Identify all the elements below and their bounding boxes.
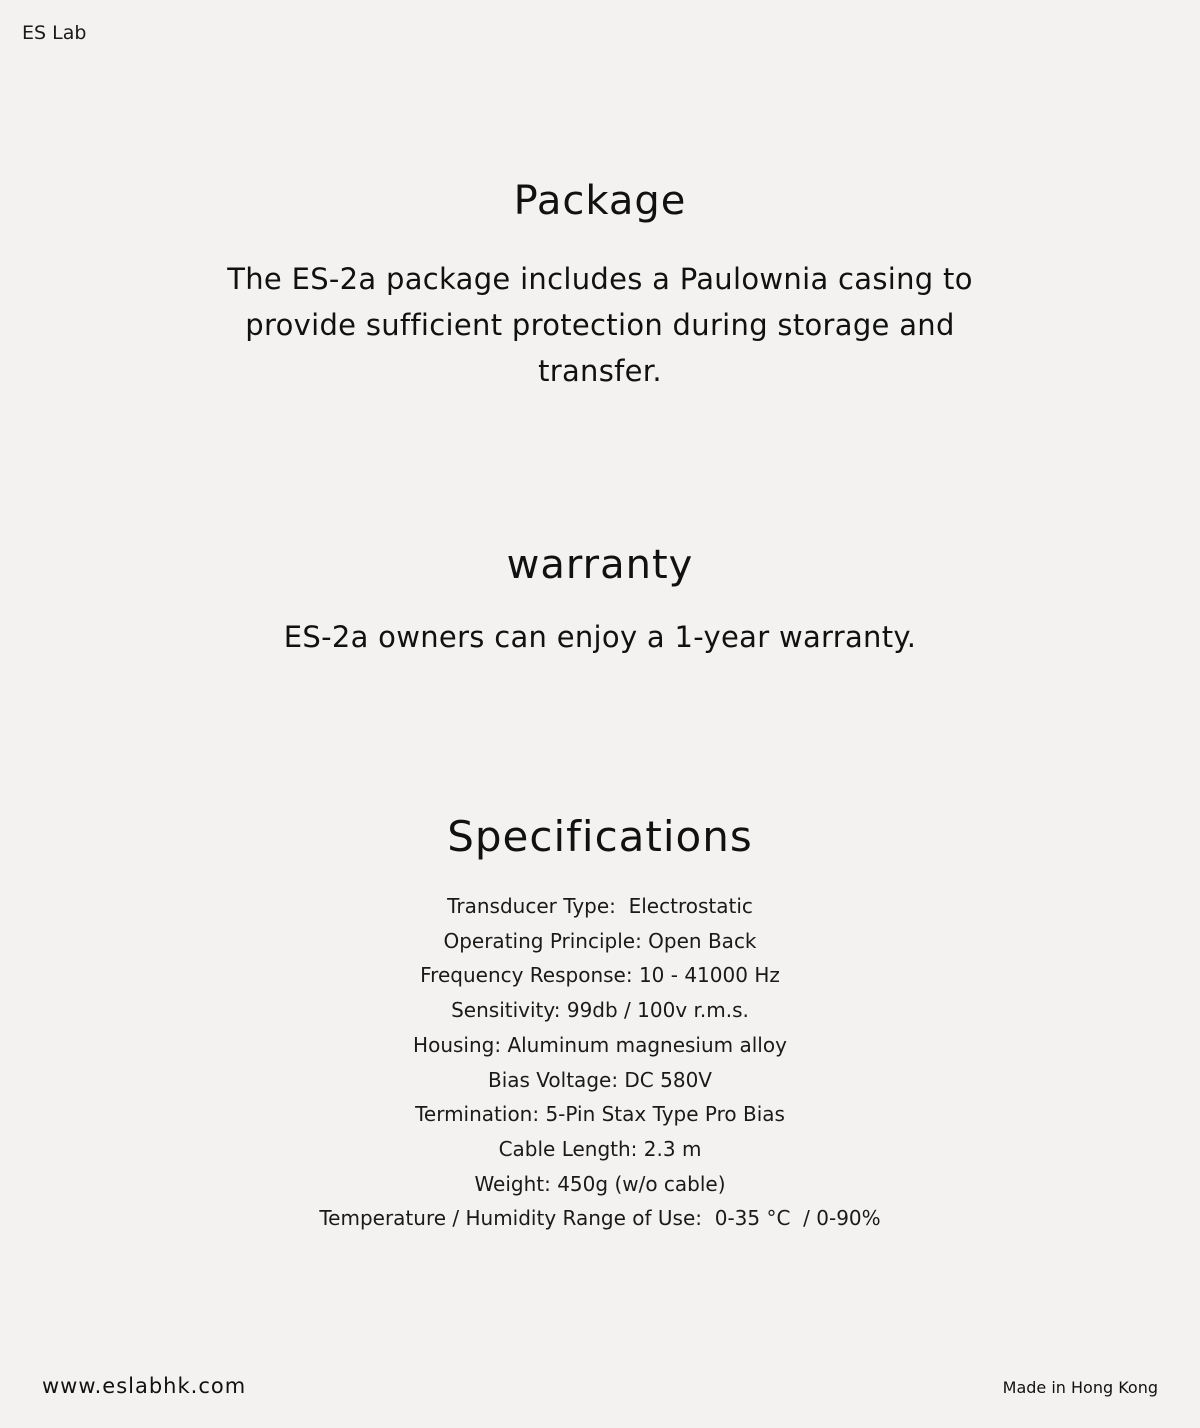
package-description: The ES-2a package includes a Paulownia casing to provide sufficient protection during storage and transfer. bbox=[227, 262, 973, 388]
warranty-section bbox=[0, 542, 1200, 660]
spec-sensitivity: Sensitivity: 99db / 100v r.m.s. bbox=[451, 998, 749, 1023]
spec-bias-voltage: Bias Voltage: DC 580V bbox=[487, 1067, 712, 1092]
spec-termination: Termination: 5-Pin Stax Type Pro Bias bbox=[415, 1102, 785, 1127]
spec-weight: Weight: 450g (w/o cable) bbox=[474, 1171, 726, 1196]
specifications-section bbox=[0, 812, 1200, 1236]
spec-cable-length: Cable Length: 2.3 m bbox=[498, 1136, 702, 1161]
package-heading: Package bbox=[513, 178, 687, 224]
brand-logo-text: ES Lab bbox=[22, 22, 87, 44]
spec-housing: Housing: Aluminum magnesium alloy bbox=[413, 1032, 787, 1057]
specifications-list bbox=[0, 889, 1200, 1236]
made-in-label: Made in Hong Kong bbox=[1002, 1378, 1158, 1397]
warranty-heading: warranty bbox=[506, 542, 694, 588]
spec-transducer-type: Transducer Type: Electrostatic bbox=[447, 894, 753, 918]
package-section bbox=[0, 178, 1200, 394]
website-link[interactable]: www.eslabhk.com bbox=[42, 1374, 247, 1398]
specifications-heading: Specifications bbox=[447, 812, 753, 861]
spec-frequency-response: Frequency Response: 10 - 41000 Hz bbox=[420, 963, 780, 988]
spec-operating-principle: Operating Principle: Open Back bbox=[443, 928, 757, 953]
warranty-description: ES-2a owners can enjoy a 1-year warranty. bbox=[283, 620, 917, 654]
spec-temperature-humidity: Temperature / Humidity Range of Use: 0-35 °C / 0-90% bbox=[319, 1206, 881, 1231]
